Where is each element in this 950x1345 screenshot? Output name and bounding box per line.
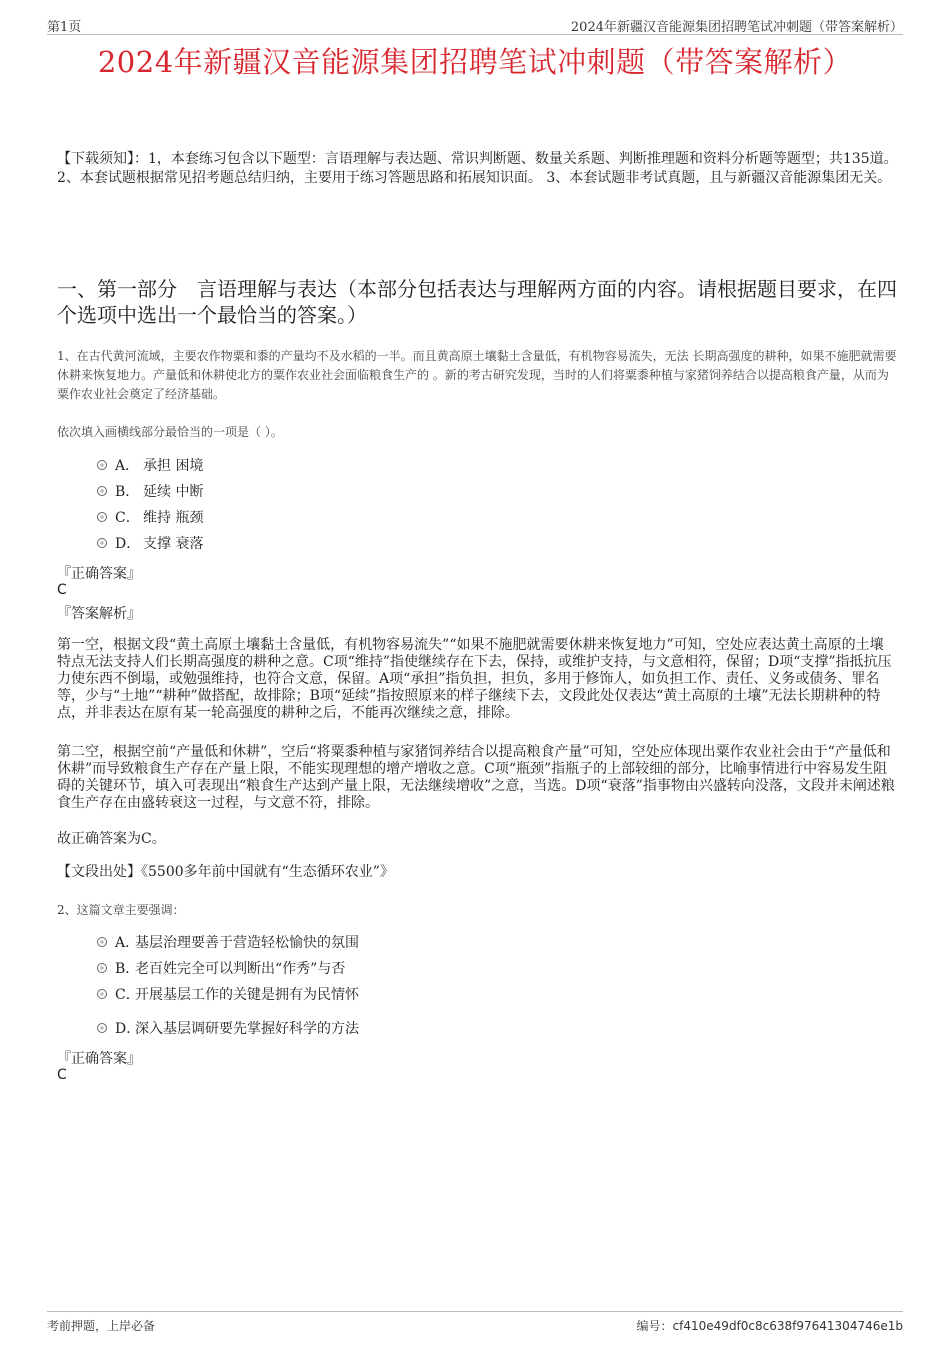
- footer-code: 编号：cf410e49df0c8c638f97641304746e1b: [636, 1319, 903, 1333]
- q2-option-a[interactable]: A．基层治理要善于营造轻松愉快的氛围: [97, 930, 359, 956]
- q1-analysis-paragraph-1: 第一空，根据文段“黄土高原土壤黏土含量低，有机物容易流失”“如果不施肥就需要休耕来恢复地力”可知，空处应表达黄土高原的土壤特点无法支持人们长期高强度的耕种之意。C项“维持”指使继续存在下去，保持，或维护支持，与文意相符，保留；D项“支撑”指抵抗压力使东西不倒塌，或勉强维持，也符合文意，保留。A项“承担”指负担，担负，多用于修饰人，如负担工作、责任、义务或债务、罪名等，少与“土地”“耕种”做搭配，故排除；B项“延续”指按照原来的样子继续下去，文段此处仅表达“黄土高原的土壤”无法长期耕种的特点，并非表达在原有某一轮高强度的耕种之后，不能再次继续之意，排除。: [57, 637, 892, 721]
- header-doc-title: 2024年新疆汉音能源集团招聘笔试冲刺题（带答案解析）: [570, 20, 903, 35]
- q2-answer: C: [57, 1067, 67, 1083]
- q1-answer: C: [57, 582, 67, 598]
- q2-option-d[interactable]: D．深入基层调研要先掌握好科学的方法: [97, 1016, 359, 1042]
- document-title: 2024年新疆汉音能源集团招聘笔试冲刺题（带答案解析）: [97, 45, 853, 79]
- q1-analysis-label: 『答案解析』: [57, 606, 141, 622]
- q1-conclusion: 故正确答案为C。: [57, 831, 166, 847]
- footer-slogan: 考前押题，上岸必备: [47, 1319, 156, 1333]
- page-footer: [47, 1311, 903, 1334]
- radio-icon[interactable]: [97, 538, 107, 548]
- question-1-text: 1、在古代黄河流域，主要农作物粟和黍的产量均不及水稻的一半。而且黄高原土壤黏土含量低，有机物容易流失，无法 长期高强度的耕种，如果不施肥就需要休耕来恢复地力。产量低和休耕使北方的粟作农业社会面临粮食生产的 。新的考古研究发现，当时的人们将粟黍种植与家猪饲养结合以提高粮食产量，从而为粟作农业社会奠定了经济基础。: [57, 349, 897, 401]
- q1-option-d[interactable]: D． 支撑 衰落: [97, 531, 203, 557]
- page-header: [47, 14, 903, 35]
- q2-option-b[interactable]: B．老百姓完全可以判断出“作秀”与否: [97, 956, 359, 982]
- q1-option-a[interactable]: A． 承担 困境: [97, 453, 203, 479]
- radio-icon[interactable]: [97, 989, 107, 999]
- radio-icon[interactable]: [97, 486, 107, 496]
- section-title: 一、第一部分 言语理解与表达（本部分包括表达与理解两方面的内容。请根据题目要求，在四个选项中选出一个最恰当的答案。）: [57, 277, 897, 327]
- radio-icon[interactable]: [97, 460, 107, 470]
- question-2-text: 2、这篇文章主要强调：: [57, 903, 185, 917]
- page-number: 第1页: [47, 20, 82, 35]
- radio-icon[interactable]: [97, 512, 107, 522]
- question-2-options: [97, 930, 359, 1042]
- q2-option-c[interactable]: C．开展基层工作的关键是拥有为民情怀: [97, 982, 359, 1016]
- radio-icon[interactable]: [97, 1023, 107, 1033]
- download-notice: 【下载须知】：1，本套练习包含以下题型：言语理解与表达题、常识判断题、数量关系题、判断推理题和资料分析题等题型；共135道。 2、本套试题根据常见招考题总结归纳，主要用于练习答题思路和拓展知识面。 3、本套试题非考试真题，且与新疆汉音能源集团无关。: [57, 151, 898, 186]
- q1-source: 【文段出处】《5500多年前中国就有“生态循环农业”》: [57, 864, 394, 880]
- question-1-options: [97, 453, 203, 557]
- q1-option-b[interactable]: B． 延续 中断: [97, 479, 203, 505]
- radio-icon[interactable]: [97, 963, 107, 973]
- question-1-prompt: 依次填入画横线部分最恰当的一项是（ ）。: [57, 425, 283, 439]
- q1-analysis-paragraph-2: 第二空，根据空前“产量低和休耕”，空后“将粟黍种植与家猪饲养结合以提高粮食产量”可知，空处应体现出粟作农业社会由于“产量低和休耕”而导致粮食生产存在产量上限，不能实现理想的增产增收之意。C项“瓶颈”指瓶子的上部较细的部分，比喻事情进行中容易发生阻碍的关键环节，填入可表现出“粮食生产达到产量上限，无法继续增收”之意，当选。D项“衰落”指事物由兴盛转向没落，文段并未阐述粮食生产存在由盛转衰这一过程，与文意不符，排除。: [57, 744, 895, 811]
- q2-answer-label: 『正确答案』: [57, 1051, 141, 1067]
- q1-answer-label: 『正确答案』: [57, 566, 141, 582]
- q1-option-c[interactable]: C． 维持 瓶颈: [97, 505, 203, 531]
- radio-icon[interactable]: [97, 937, 107, 947]
